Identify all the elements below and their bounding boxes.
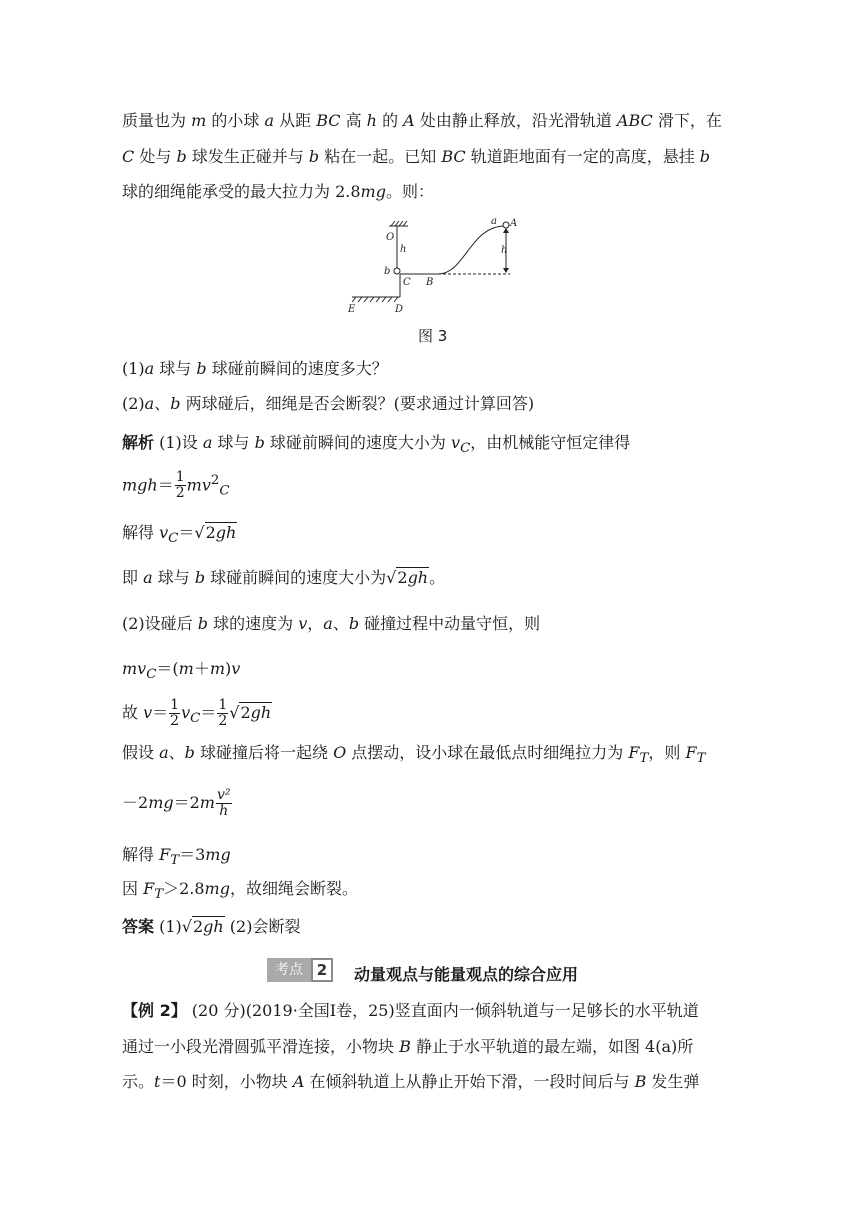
- section-title: 动量观点与能量观点的综合应用: [354, 965, 579, 984]
- example-line-1: 【例 2】 (20 分)(2019·全国Ⅰ卷，25)竖直面内一倾斜轨道与一足够长的水平轨道: [122, 1001, 699, 1020]
- label-O: O: [386, 232, 395, 243]
- equation-7: 解得 $F_T=3mg$: [122, 845, 231, 869]
- label-h2: h: [501, 245, 508, 256]
- solution-label: 解析: [122, 433, 155, 452]
- example-label: 【例 2】: [122, 1001, 187, 1020]
- question-1: (1)a 球与 b 球碰前瞬间的速度多大？: [122, 359, 388, 378]
- equation-3: 即 a 球与 b 球碰前瞬间的速度大小为√2gh。: [122, 568, 446, 587]
- equation-2: 解得 $v_C=√2gh$: [122, 523, 237, 547]
- example-line-2: 通过一小段光滑圆弧平滑连接，小物块 B 静止于水平轨道的最左端，如图 4(a)所: [122, 1037, 694, 1056]
- answer-label: 答案: [122, 917, 155, 936]
- equation-1: mgh＝ $\frac{1}{2}$ $mv^2_C$: [122, 469, 230, 502]
- equation-4: $mv_C=(m+m)v$: [122, 659, 241, 683]
- figure-3-diagram: [340, 212, 530, 322]
- solution-line-2: (2)设碰后 b 球的速度为 v，a、b 碰撞过程中动量守恒，则: [122, 614, 541, 633]
- solution-line-3: 假设 a、b 球碰撞后将一起绕 O 点摆动，设小球在最低点时细绳拉力为 $F_T$，则 $F_T$: [122, 743, 706, 767]
- badge-number: 2: [311, 958, 333, 982]
- label-h1: h: [400, 244, 407, 255]
- ball-a: [503, 222, 509, 228]
- equation-6: －2mg＝2m $\frac{\text{v²}}{h}$: [122, 787, 231, 819]
- equation-5: 故 v＝ $\frac{1}{2}$ $v_C=$ $\frac{1}{2}$ √2gh: [122, 697, 272, 729]
- equation-8: 因 $F_T>2.8mg$，故细绳会断裂。: [122, 879, 358, 903]
- label-a: a: [491, 216, 497, 227]
- label-E: E: [348, 304, 356, 315]
- question-2: (2)a、b 两球碰后，细绳是否会断裂？(要求通过计算回答): [122, 394, 535, 413]
- intro-line-3: 球的细绳能承受的最大拉力为 2.8mg。则：: [122, 182, 434, 201]
- ball-b: [394, 268, 400, 274]
- example-line-3: 示。t＝0 时刻，小物块 A 在倾斜轨道上从静止开始下滑，一段时间后与 B 发生弹: [122, 1072, 700, 1091]
- label-C: C: [403, 277, 411, 288]
- section-badge: [267, 958, 333, 982]
- label-B: B: [426, 277, 434, 288]
- intro-line-2: C 处与 b 球发生正碰并与 b 粘在一起。已知 BC 轨道距地面有一定的高度，悬挂 b: [122, 147, 711, 166]
- figure-caption: 图 3: [418, 327, 448, 345]
- track-abc: [400, 226, 508, 274]
- badge-text: 考点: [267, 958, 311, 982]
- label-A: A: [510, 218, 518, 229]
- label-D: D: [395, 304, 404, 315]
- label-b: b: [384, 266, 391, 277]
- intro-line-1: 质量也为 m 的小球 a 从距 BC 高 h 的 A 处由静止释放，沿光滑轨道 ABC 滑下，在: [122, 111, 722, 130]
- answer-line: 答案 (1)√2gh (2)会断裂: [122, 917, 301, 936]
- solution-line-1: 解析 (1)设 a 球与 b 球碰前瞬间的速度大小为 $v_C$，由机械能守恒定律得: [122, 433, 631, 457]
